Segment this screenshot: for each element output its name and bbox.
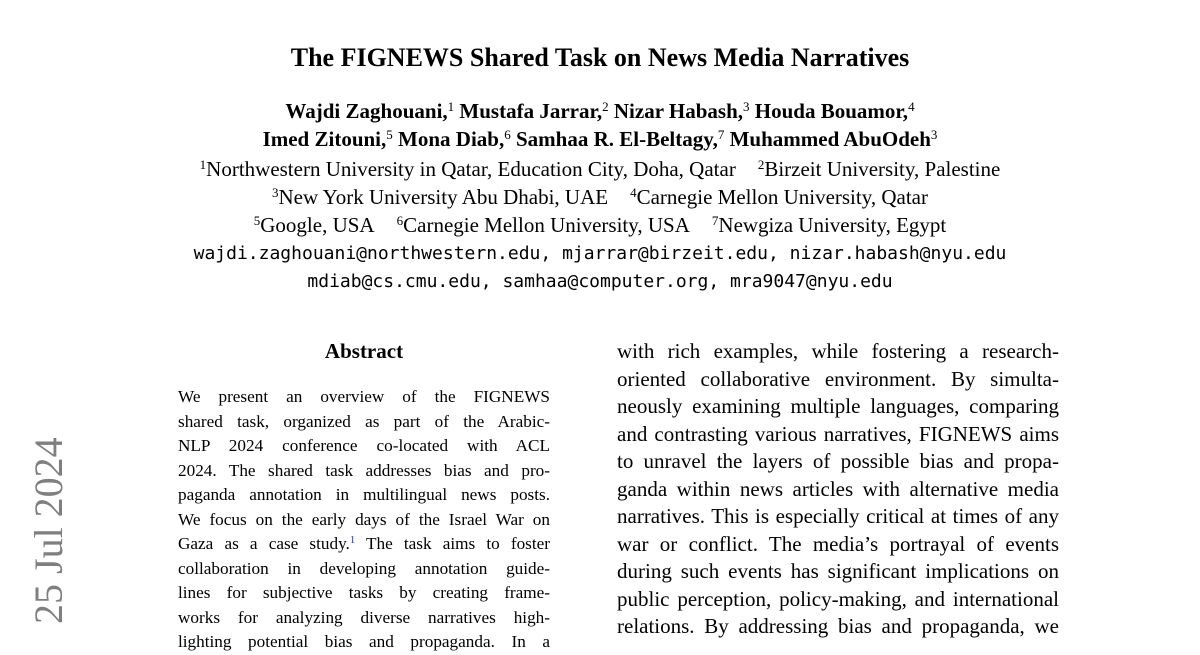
body-line: relations. By addressing bias and propaganda, we bbox=[617, 614, 1059, 638]
affiliation-marker: 3 bbox=[743, 98, 750, 114]
affiliation-marker: 4 bbox=[630, 184, 637, 200]
abstract-line bbox=[178, 532, 550, 557]
abstract-text: collaboration in developing annotation guide- bbox=[178, 558, 550, 578]
abstract-line bbox=[178, 557, 550, 582]
body-line: war or conflict. The media’s portrayal of events bbox=[617, 531, 1059, 556]
abstract-line bbox=[178, 606, 550, 631]
arxiv-side-date: 25 Jul 2024 bbox=[26, 437, 71, 624]
abstract-text: shared task, organized as part of the Arabic- bbox=[178, 411, 550, 431]
body-line: ganda within news articles with alternative media bbox=[617, 476, 1059, 501]
author-name: Nizar Habash, bbox=[613, 99, 744, 123]
email-line: mdiab@cs.cmu.edu, samhaa@computer.org, mra9047@nyu.edu bbox=[307, 271, 893, 292]
body-line: during such events has significant implications on bbox=[617, 559, 1059, 583]
abstract-line bbox=[178, 410, 550, 435]
body-line: and contrasting various narratives, FIGNEWS aims bbox=[617, 421, 1059, 446]
affiliation-marker: 1 bbox=[199, 156, 207, 172]
email-list bbox=[0, 240, 1200, 296]
abstract-line bbox=[178, 508, 550, 533]
affiliation-marker: 2 bbox=[602, 98, 609, 114]
affiliation-marker: 6 bbox=[504, 126, 511, 142]
author-name: Muhammed AbuOdeh bbox=[729, 127, 931, 151]
affiliation-text: Northwestern University in Qatar, Education City, Doha, Qatar bbox=[206, 157, 736, 181]
author-line bbox=[0, 125, 1200, 153]
author-name: Mustafa Jarrar, bbox=[459, 99, 603, 123]
abstract-text: 2024. The shared task addresses bias and pro- bbox=[178, 460, 550, 480]
affiliation-line bbox=[0, 155, 1200, 183]
email-line: wajdi.zaghouani@northwestern.edu, mjarrar@birzeit.edu, nizar.habash@nyu.edu bbox=[193, 243, 1007, 264]
affiliation-marker: 6 bbox=[396, 212, 404, 228]
body-line: with rich examples, while fostering a research- bbox=[617, 339, 1059, 363]
paper-title: The FIGNEWS Shared Task on News Media Narratives bbox=[290, 43, 910, 72]
affiliation-marker: 1 bbox=[447, 98, 455, 114]
affiliation-text: Carnegie Mellon University, USA bbox=[403, 213, 690, 237]
affiliation-marker: 7 bbox=[711, 212, 719, 228]
abstract-body bbox=[178, 385, 550, 655]
affiliation-text: Birzeit University, Palestine bbox=[764, 157, 1001, 181]
abstract-line bbox=[178, 581, 550, 606]
affiliation-line bbox=[0, 211, 1200, 239]
author-name: Wajdi Zaghouani, bbox=[285, 99, 448, 123]
affiliation-text: Google, USA bbox=[260, 213, 375, 237]
abstract-line bbox=[178, 459, 550, 484]
author-name: Imed Zitouni, bbox=[262, 127, 387, 151]
affiliation-marker: 5 bbox=[386, 126, 393, 142]
abstract-line bbox=[178, 385, 550, 410]
footnote-marker: 1 bbox=[349, 535, 356, 547]
right-column-text bbox=[617, 338, 1059, 641]
author-list bbox=[0, 97, 1200, 153]
affiliation-marker: 7 bbox=[717, 126, 725, 142]
abstract-text: We present an overview of the FIGNEWS bbox=[178, 387, 550, 406]
affiliation-text: Newgiza University, Egypt bbox=[718, 213, 947, 237]
abstract-text: NLP 2024 conference co-located with ACL bbox=[178, 436, 550, 455]
author-name: Samhaa R. El-Beltagy, bbox=[515, 127, 718, 151]
affiliation-marker: 2 bbox=[757, 156, 765, 172]
affiliation-text: Carnegie Mellon University, Qatar bbox=[636, 185, 928, 209]
abstract-text: lines for subjective tasks by creating frame- bbox=[178, 583, 550, 602]
abstract-text: Gaza as a case study. bbox=[178, 534, 350, 553]
abstract-text: works for analyzing diverse narratives high- bbox=[178, 607, 550, 627]
affiliation-marker: 5 bbox=[253, 212, 261, 228]
author-line bbox=[0, 97, 1200, 125]
affiliation-marker: 3 bbox=[272, 184, 279, 200]
abstract-text: The task aims to foster bbox=[355, 534, 551, 553]
affiliation-line bbox=[0, 183, 1200, 211]
abstract-line bbox=[178, 483, 550, 508]
affiliation-text: New York University Abu Dhabi, UAE bbox=[278, 185, 609, 209]
abstract-text: We focus on the early days of the Israel War on bbox=[178, 509, 550, 529]
body-line: public perception, policy-making, and international bbox=[617, 586, 1059, 611]
author-name: Houda Bouamor, bbox=[754, 99, 909, 123]
body-line: neously examining multiple languages, comparing bbox=[617, 394, 1059, 418]
body-line: to unravel the layers of possible bias and propa- bbox=[617, 449, 1059, 473]
affiliation-list bbox=[0, 155, 1200, 239]
abstract-line bbox=[178, 630, 550, 655]
body-line: oriented collaborative environment. By simulta- bbox=[617, 366, 1059, 391]
abstract-line bbox=[178, 434, 550, 459]
abstract-text: paganda annotation in multilingual news posts. bbox=[178, 485, 550, 504]
body-line: narratives. This is especially critical at times of any bbox=[617, 504, 1059, 528]
abstract-text: lighting potential bias and propaganda. In a bbox=[178, 632, 550, 651]
abstract-heading: Abstract bbox=[324, 339, 404, 363]
author-name: Mona Diab, bbox=[398, 127, 505, 151]
affiliation-marker: 3 bbox=[930, 126, 938, 142]
affiliation-marker: 4 bbox=[908, 98, 915, 114]
